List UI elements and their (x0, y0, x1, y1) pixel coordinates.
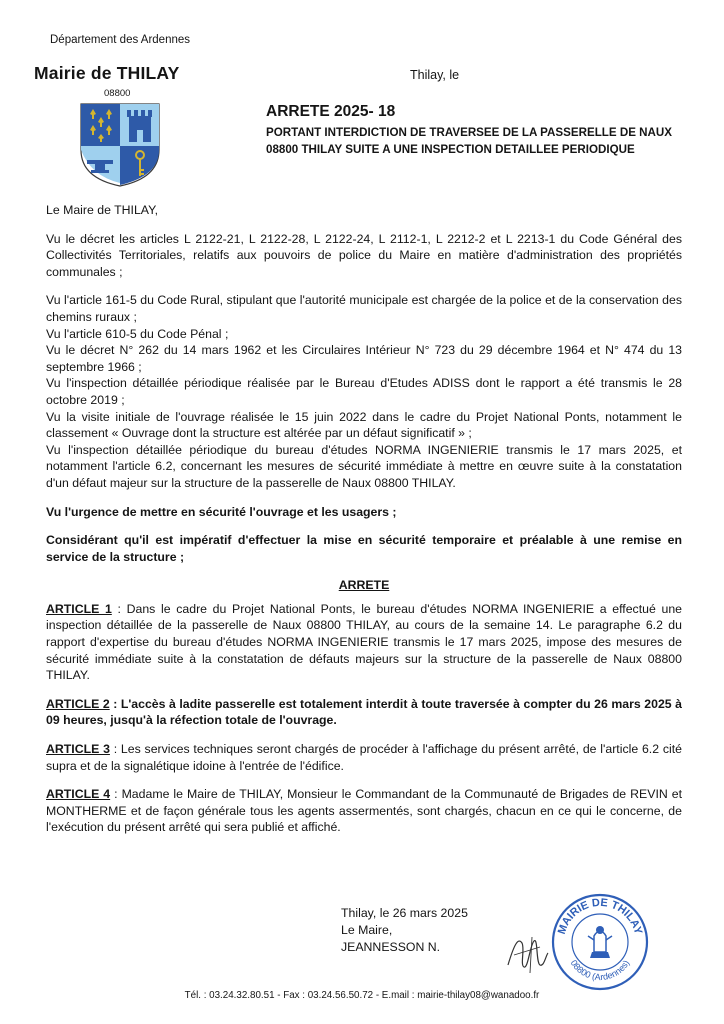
article-1 (46, 601, 682, 684)
signature-block (341, 905, 468, 956)
subtitle-line-2: 08800 THILAY SUITE A UNE INSPECTION DETAILLEE PERIODIQUE (266, 143, 635, 156)
urgence-paragraph: Vu l'urgence de mettre en sécurité l'ouvrage et les usagers ; (46, 504, 397, 519)
vu-paragraph: Vu la visite initiale de l'ouvrage réalisée le 15 juin 2022 dans le cadre du Projet National Ponts, notamment le classement « Ouvrage dont la structure est altérée par un défaut significatif » ; (46, 409, 682, 441)
article-3-text: : Les services techniques seront chargés de procéder à l'affichage du présent arrêté, de l'article 6.2 cité supra et de la signalétique idoine à l'entrée de l'édifice. (46, 742, 682, 773)
signature-name: JEANNESSON N. (341, 940, 441, 954)
considerant-paragraph: Considérant qu'il est impératif d'effectuer la mise en sécurité temporaire et préalable à une remise en service de la structure ; (46, 533, 682, 564)
article-2-text: : L'accès à ladite passerelle est totalement interdit à toute traversée à compter du 26 mars 2025 à 09 heures, jusqu'à la réfection totale de l'ouvrage. (46, 696, 682, 728)
mairie-name: Mairie de THILAY (34, 63, 180, 83)
arrete-subtitle (266, 124, 696, 158)
article-4 (46, 786, 682, 836)
department-label: Département des Ardennes (50, 34, 191, 46)
footer-contact: Tél. : 03.24.32.80.51 - Fax : 03.24.56.50.72 - E.mail : mairie-thilay08@wanadoo.fr (184, 990, 540, 1001)
arrete-heading: ARRETE (338, 578, 390, 593)
vu-paragraph: Vu l'article 610-5 du Code Pénal ; (46, 326, 229, 341)
coat-of-arms-icon (79, 102, 161, 188)
article-2 (46, 696, 682, 729)
official-stamp (550, 892, 650, 992)
vu-paragraph: Vu l'article 161-5 du Code Rural, stipulant que l'autorité municipale est chargée de la police et de la conservation des chemins ruraux ; (46, 293, 682, 324)
stamp-bottom-text: 08800 (Ardennes) (568, 958, 632, 983)
signature-role: Le Maire, (341, 923, 393, 937)
article-1-label: ARTICLE 1 (46, 601, 112, 616)
vu-paragraph: Vu le décret les articles L 2122-21, L 2122-28, L 2122-24, L 2112-1, L 2212-2 et L 2213-1 du Code Général des Collectivités Territoriales, relatifs aux pouvoirs de police du Maire en matière d'administration des propriétés communales ; (46, 231, 682, 279)
stamp-top-text: MAIRIE DE THILAY (555, 896, 645, 936)
place-date-header: Thilay, le (410, 68, 460, 82)
article-3 (46, 741, 682, 774)
vu-paragraph: Vu l'inspection détaillée périodique réalisée par le Bureau d'Etudes ADISS dont le rapport a été transmis le 28 octobre 2019 ; (46, 376, 682, 407)
intro-line: Le Maire de THILAY, (46, 203, 159, 217)
vu-paragraph: Vu l'inspection détaillée périodique du bureau d'études NORMA INGENIERIE transmis le 17 mars 2025, et notamment l'article 6.2, concernant les mesures de sécurité immédiate à mettre en œuvre suite à la constatation d'un défaut majeur sur la structure de la passerelle de Naux 08800 THILAY. (46, 442, 682, 490)
article-4-text: : Madame le Maire de THILAY, Monsieur le Commandant de la Communauté de Brigades de REVIN et MONTHERME et de façon générale tous les agents assermentés, sont chargés, chacun en ce qui le concerne, de l'exécution du présent arrêté qui sera publié et affiché. (46, 787, 682, 835)
document-body (46, 202, 682, 836)
article-2-label: ARTICLE 2 (46, 696, 110, 711)
postal-code: 08800 (104, 88, 131, 99)
stamp-emblem-icon (588, 926, 612, 958)
article-4-label: ARTICLE 4 (46, 787, 111, 802)
subtitle-line-1: PORTANT INTERDICTION DE TRAVERSEE DE LA PASSERELLE DE NAUX (266, 126, 673, 139)
arrete-title: ARRETE 2025- 18 (266, 103, 396, 120)
article-3-label: ARTICLE 3 (46, 742, 110, 757)
vu-paragraph: Vu le décret N° 262 du 14 mars 1962 et les Circulaires Intérieur N° 723 du 29 décembre 1964 et N° 474 du 13 septembre 1966 ; (46, 343, 682, 374)
signature-place-date: Thilay, le 26 mars 2025 (341, 906, 468, 920)
article-1-text: : Dans le cadre du Projet National Ponts, le bureau d'études NORMA INGENIERIE a effectué une inspection détaillée de la passerelle de Naux 08800 THILAY, au cours de la semaine 14. Le paragraphe 6.2 du rapport d'expertise du bureau d'études NORMA INGENIERIE transmis le 17 mars 2025, impose des mesures de sécurité immédiate suite à la constatation de défauts majeurs sur la structure de la passerelle de Naux 08800 THILAY. (46, 601, 682, 683)
